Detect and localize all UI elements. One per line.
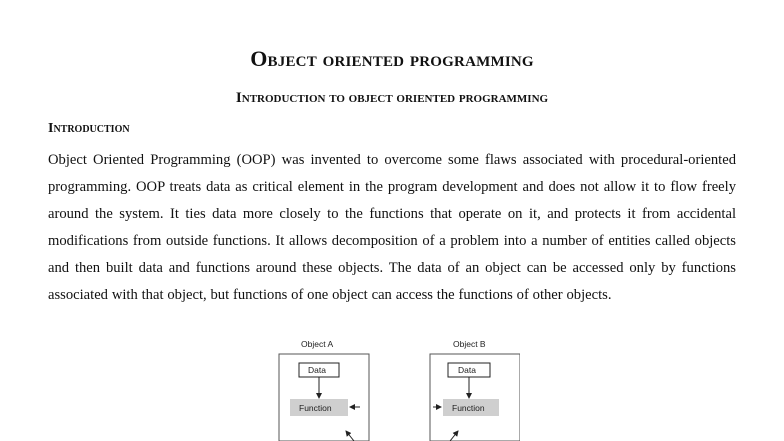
- document-title: Object oriented programming: [250, 46, 534, 71]
- objects-diagram: [270, 336, 520, 441]
- section-subtitle: Introduction to object oriented programming: [235, 90, 549, 106]
- object-b-outbound-arrow: [450, 431, 458, 441]
- introduction-paragraph: Object Oriented Programming (OOP) was invented to overcome some flaws associated with procedural-oriented programming. OOP treats data as critical element in the program development and does not allow it to flow freely around the system. It ties data more closely to the functions that operate on it, and protects it from accidental modifications from outside functions. It allows decomposition of a problem into a number of entities called objects and then built data and functions around these objects. The data of an object can be accessed only by functions associated with that object, but functions of one object can access the functions of other objects.: [48, 152, 736, 303]
- object-a-data-label: Data: [308, 365, 326, 375]
- objects-diagram-svg: [270, 336, 520, 441]
- object-a-function-label: Function: [299, 403, 332, 413]
- object-b-data-label: Data: [458, 365, 476, 375]
- introduction-heading: Introduction: [48, 121, 130, 136]
- object-a-label: Object A: [301, 339, 334, 349]
- object-b-function-label: Function: [452, 403, 485, 413]
- object-a-outbound-arrow: [346, 431, 354, 441]
- object-b-label: Object B: [453, 339, 486, 349]
